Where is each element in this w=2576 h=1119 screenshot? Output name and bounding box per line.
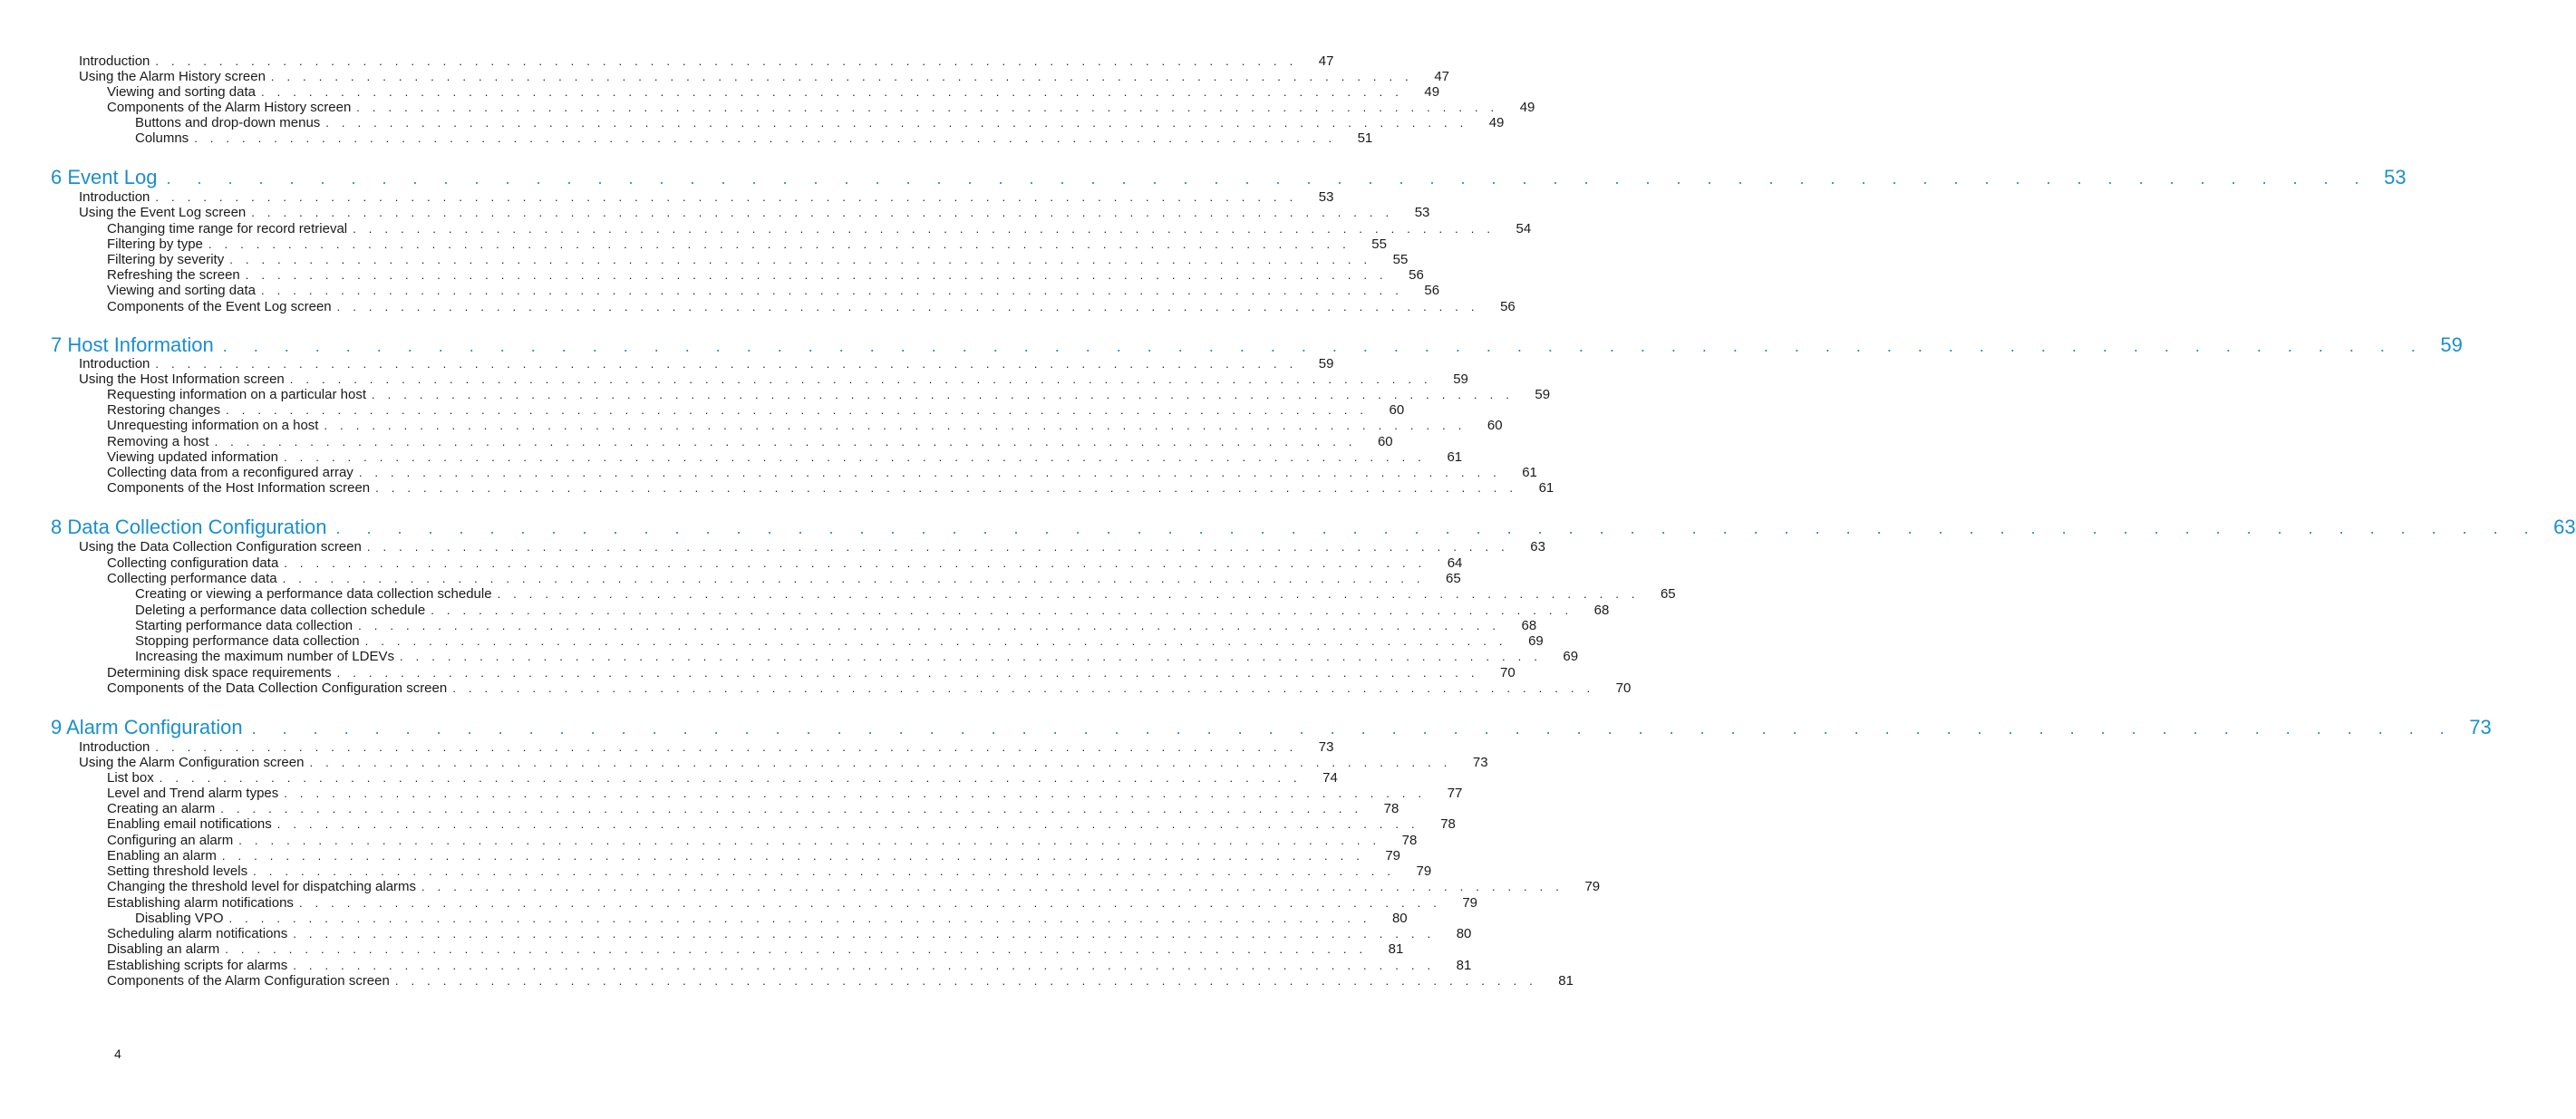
toc-entry-page: 81	[1456, 958, 1472, 973]
toc-entry[interactable]	[107, 973, 1574, 989]
toc-entry-title: Buttons and drop-down menus	[135, 115, 321, 130]
chapter-page: 59	[2440, 333, 2463, 356]
toc-entry-page: 68	[1593, 603, 1610, 618]
leader-dots: . . . . . . . . . . . . . . . . . . . . . . . . . . . . . . . . . . . . . . . . . . . . . . . . . . . . . . . . . . . . . . . . . . . . . . . .	[358, 619, 1501, 632]
toc-entry-page: 79	[1416, 863, 1432, 879]
toc-entry-page: 69	[1528, 633, 1544, 649]
toc-entry-page: 56	[1500, 299, 1516, 314]
toc-entry[interactable]	[107, 100, 1535, 116]
toc-entry-page: 79	[1584, 879, 1601, 894]
chapter-heading[interactable]	[51, 515, 2576, 540]
leader-dots: . . . . . . . . . . . . . . . . . . . . . . . . . . . . . . . . . . . . . . . . . . . . . . . . . . . . . . . . . . . . . . . . . . . . . . . .	[194, 131, 1337, 145]
leader-dots: . . . . . . . . . . . . . . . . . . . . . . . . . . . . . . . . . . . . . . . . . . . . . . . . . . . . . . . . . . . . . . . . . . . . . . . .	[253, 864, 1396, 878]
leader-dots: . . . . . . . . . . . . . . . . . . . . . . . . . . . . . . . . . . . . . . . . . . . . . . . . . . . . . . . . . . . . . . . . . . . . . . . .	[431, 603, 1574, 617]
toc-entry-title: Enabling email notifications	[107, 816, 272, 832]
toc-entry-page: 60	[1377, 434, 1393, 449]
toc-entry[interactable]	[107, 816, 1456, 833]
toc-entry[interactable]	[107, 848, 1401, 864]
toc-entry-title: Starting performance data collection	[135, 618, 353, 633]
toc-entry-title: Deleting a performance data collection schedule	[135, 603, 426, 618]
toc-entry[interactable]	[79, 755, 1488, 771]
leader-dots: . . . . . . . . . . . . . . . . . . . . . . . . . . . . . . . . . . . . . . . . . . . . . . . . . . . . . . . . . . . . . . . . . . . . . . . .	[228, 912, 1371, 925]
toc-entry[interactable]	[107, 895, 1478, 912]
leader-dots: . . . . . . . . . . . . . . . . . . . . . . . . . . . . . . . . . . . . . . . . . . . . . . . . . . . . . . . . . . . . . . . . . . . . . . . .	[276, 817, 1419, 831]
toc-entry-title: Components of the Event Log screen	[107, 299, 332, 314]
toc-entry[interactable]	[107, 221, 1532, 237]
toc-entry-title: Requesting information on a particular host	[107, 387, 366, 402]
toc-entry[interactable]	[107, 665, 1516, 681]
toc-entry-title: Components of the Alarm History screen	[107, 100, 352, 115]
toc-entry-title: Setting threshold levels	[107, 863, 248, 879]
chapter-page: 73	[2469, 716, 2492, 738]
chapter-title: 7 Host Information	[51, 333, 214, 356]
toc-entry[interactable]	[79, 69, 1449, 85]
toc-entry-title: Stopping performance data collection	[135, 633, 360, 649]
leader-dots: . . . . . . . . . . . . . . . . . . . . . . . . . . . . . . . . . . . . . . . . . . . . . . . . . . . . . . . . . . . . . . . . . . . . . . . .	[325, 116, 1468, 130]
chapter-heading[interactable]	[51, 715, 2492, 740]
leader-dots: . . . . . . . . . . . . . . . . . . . . . . . . . . . . . . . . . . . . . . . . . . . . . . . . . . . . . . . . . . . . . . . . . . . . . . . .	[293, 927, 1436, 941]
toc-entry-page: 81	[1558, 973, 1574, 989]
chapter-title: 8 Data Collection Configuration	[51, 516, 327, 538]
leader-dots: . . . . . . . . . . . . . . . . . . . . . . . . . . . . . . . . . . . . . . . . . . . . . . . . . . . . . . . . . . . . . . . . . . . . . . . .	[284, 556, 1427, 570]
toc-entry[interactable]	[107, 267, 1424, 284]
toc-entry[interactable]	[135, 115, 1505, 131]
toc-entry-title: Viewing and sorting data	[107, 84, 257, 100]
leader-dots: . . . . . . . . . . . . . . . . . . . . . . . . . . . . . . . . . . . . . . . . . . . . . . . . . . . . . . . . . . . . . . . . . . . . . . . .	[238, 834, 1381, 847]
toc-entry-page: 53	[1318, 189, 1334, 205]
toc-entry-page: 65	[1446, 571, 1461, 586]
toc-entry-page: 60	[1389, 402, 1405, 418]
leader-dots: . . . . . . . . . . . . . . . . . . . . . . . . . . . . . . . . . . . . . . . . . . . . . . . . . . . . . . . . . . . . . . . . . . . . . . . .	[226, 403, 1369, 417]
toc-entry[interactable]	[79, 539, 1545, 555]
toc-entry[interactable]	[135, 649, 1579, 665]
toc-entry-title: Introduction	[79, 189, 150, 205]
leader-dots: . . . . . . . . . . . . . . . . . . . . . . . . . . . . . . . . . . . . . . . . . . . . . . . . . . . . . . . . . . . . . . . . . . . . . . . .	[293, 959, 1436, 972]
toc-entry[interactable]	[79, 205, 1430, 221]
toc-entry-title: Removing a host	[107, 434, 209, 449]
toc-entry[interactable]	[107, 252, 1409, 268]
toc-entry[interactable]	[107, 465, 1537, 481]
toc-entry-page: 59	[1535, 387, 1551, 402]
toc-entry[interactable]	[107, 84, 1440, 101]
toc-entry-title: Components of the Alarm Configuration screen	[107, 973, 390, 989]
toc-entry[interactable]	[79, 189, 1334, 206]
leader-dots: . . . . . . . . . . . . . . . . . . . . . . . . . . . . . . . . . . . . . . . . . . . . . . . . . . . . . . . . . . . . . . . . . . . . . . . .	[251, 719, 2455, 738]
toc-entry[interactable]	[107, 680, 1632, 697]
toc-entry[interactable]	[107, 770, 1338, 786]
leader-dots: . . . . . . . . . . . . . . . . . . . . . . . . . . . . . . . . . . . . . . . . . . . . . . . . . . . . . . . . . . . . . . . . . . . . . . . .	[421, 880, 1564, 893]
toc-entry[interactable]	[135, 618, 1537, 634]
toc-entry-title: Level and Trend alarm types	[107, 786, 279, 801]
toc-entry[interactable]	[107, 283, 1440, 299]
chapter-heading[interactable]	[51, 165, 2407, 190]
toc-entry-page: 59	[1318, 356, 1334, 371]
leader-dots: . . . . . . . . . . . . . . . . . . . . . . . . . . . . . . . . . . . . . . . . . . . . . . . . . . . . . . . . . . . . . . . . . . . . . . . .	[214, 435, 1357, 449]
toc-entry-page: 68	[1521, 618, 1537, 633]
toc-entry[interactable]	[107, 786, 1463, 802]
toc-entry[interactable]	[107, 879, 1601, 895]
leader-dots: . . . . . . . . . . . . . . . . . . . . . . . . . . . . . . . . . . . . . . . . . . . . . . . . . . . . . . . . . . . . . . . . . . . . . . . .	[155, 190, 1298, 204]
leader-dots: . . . . . . . . . . . . . . . . . . . . . . . . . . . . . . . . . . . . . . . . . . . . . . . . . . . . . . . . . . . . . . . . . . . . . . . .	[394, 974, 1537, 988]
toc-entry[interactable]	[107, 299, 1516, 315]
toc-entry[interactable]	[107, 434, 1393, 450]
leader-dots: . . . . . . . . . . . . . . . . . . . . . . . . . . . . . . . . . . . . . . . . . . . . . . . . . . . . . . . . . . . . . . . . . . . . . . . .	[225, 942, 1368, 956]
toc-entry-page: 55	[1392, 252, 1409, 267]
toc-entry[interactable]	[107, 555, 1463, 572]
toc-entry-page: 47	[1434, 69, 1449, 84]
leader-dots: . . . . . . . . . . . . . . . . . . . . . . . . . . . . . . . . . . . . . . . . . . . . . . . . . . . . . . . . . . . . . . . . . . . . . . . .	[353, 222, 1496, 236]
toc-entry-page: 70	[1615, 680, 1632, 696]
leader-dots: . . . . . . . . . . . . . . . . . . . . . . . . . . . . . . . . . . . . . . . . . . . . . . . . . . . . . . . . . . . . . . . . . . . . . . . .	[229, 253, 1372, 266]
toc-entry[interactable]	[107, 402, 1405, 419]
toc-entry[interactable]	[107, 833, 1418, 849]
toc-entry[interactable]	[107, 958, 1472, 974]
toc-entry-page: 69	[1563, 649, 1579, 664]
toc-entry-page: 59	[1453, 371, 1468, 387]
toc-entry[interactable]	[135, 911, 1408, 927]
leader-dots: . . . . . . . . . . . . . . . . . . . . . . . . . . . . . . . . . . . . . . . . . . . . . . . . . . . . . . . . . . . . . . . . . . . . . . . .	[335, 519, 2540, 537]
leader-dots: . . . . . . . . . . . . . . . . . . . . . . . . . . . . . . . . . . . . . . . . . . . . . . . . . . . . . . . . . . . . . . . . . . . . . . . .	[270, 70, 1413, 83]
toc-entry-page: 49	[1488, 115, 1505, 130]
leader-dots: . . . . . . . . . . . . . . . . . . . . . . . . . . . . . . . . . . . . . . . . . . . . . . . . . . . . . . . . . . . . . . . . . . . . . . . .	[372, 388, 1515, 401]
toc-entry-title: Using the Alarm Configuration screen	[79, 755, 305, 770]
toc-entry[interactable]	[107, 387, 1551, 403]
leader-dots: . . . . . . . . . . . . . . . . . . . . . . . . . . . . . . . . . . . . . . . . . . . . . . . . . . . . . . . . . . . . . . . . . . . . . . . .	[366, 540, 1509, 554]
leader-dots: . . . . . . . . . . . . . . . . . . . . . . . . . . . . . . . . . . . . . . . . . . . . . . . . . . . . . . . . . . . . . . . . . . . . . . . .	[282, 572, 1425, 585]
toc-entry[interactable]	[107, 801, 1399, 817]
chapter-page: 53	[2384, 166, 2407, 188]
leader-dots: . . . . . . . . . . . . . . . . . . . . . . . . . . . . . . . . . . . . . . . . . . . . . . . . . . . . . . . . . . . . . . . . . . . . . . . .	[298, 896, 1442, 910]
leader-dots: . . . . . . . . . . . . . . . . . . . . . . . . . . . . . . . . . . . . . . . . . . . . . . . . . . . . . . . . . . . . . . . . . . . . . . . .	[221, 849, 1365, 863]
toc-entry-page: 80	[1391, 911, 1408, 926]
toc-entry[interactable]	[107, 449, 1463, 466]
leader-dots: . . . . . . . . . . . . . . . . . . . . . . . . . . . . . . . . . . . . . . . . . . . . . . . . . . . . . . . . . . . . . . . . . . . . . . . .	[452, 681, 1595, 695]
toc-entry-title: Components of the Host Information screen	[107, 480, 371, 496]
leader-dots: . . . . . . . . . . . . . . . . . . . . . . . . . . . . . . . . . . . . . . . . . . . . . . . . . . . . . . . . . . . . . . . . . . . . . . . .	[284, 786, 1427, 800]
toc-entry-page: 51	[1357, 130, 1373, 146]
toc-entry-page: 49	[1424, 84, 1440, 100]
leader-dots: . . . . . . . . . . . . . . . . . . . . . . . . . . . . . . . . . . . . . . . . . . . . . . . . . . . . . . . . . . . . . . . . . . . . . . . .	[245, 268, 1388, 282]
toc-entry-title: Using the Alarm History screen	[79, 69, 266, 84]
toc-entry-page: 55	[1371, 236, 1387, 252]
leader-dots: . . . . . . . . . . . . . . . . . . . . . . . . . . . . . . . . . . . . . . . . . . . . . . . . . . . . . . . . . . . . . . . . . . . . . . . .	[497, 587, 1640, 601]
leader-dots: . . . . . . . . . . . . . . . . . . . . . . . . . . . . . . . . . . . . . . . . . . . . . . . . . . . . . . . . . . . . . . . . . . . . . . . .	[220, 802, 1363, 815]
toc-entry-page: 65	[1660, 586, 1676, 602]
leader-dots: . . . . . . . . . . . . . . . . . . . . . . . . . . . . . . . . . . . . . . . . . . . . . . . . . . . . . . . . . . . . . . . . . . . . . . . .	[309, 756, 1452, 769]
leader-dots: . . . . . . . . . . . . . . . . . . . . . . . . . . . . . . . . . . . . . . . . . . . . . . . . . . . . . . . . . . . . . . . . . . . . . . . .	[356, 101, 1499, 114]
toc-entry-page: 79	[1462, 895, 1478, 911]
toc-entry-title: Establishing alarm notifications	[107, 895, 294, 911]
toc-entry-title: Using the Host Information screen	[79, 371, 285, 387]
toc-entry-page: 73	[1318, 739, 1334, 755]
toc-entry-page: 54	[1516, 221, 1532, 236]
toc-entry-page: 70	[1500, 665, 1516, 680]
toc-entry-page: 47	[1318, 53, 1334, 69]
toc-entry[interactable]	[135, 633, 1544, 650]
toc-entry-page: 78	[1440, 816, 1456, 832]
toc-entry[interactable]	[135, 603, 1610, 619]
toc-entry[interactable]	[79, 739, 1334, 756]
leader-dots: . . . . . . . . . . . . . . . . . . . . . . . . . . . . . . . . . . . . . . . . . . . . . . . . . . . . . . . . . . . . . . . . . . . . . . . .	[261, 85, 1404, 99]
toc-entry-title: Creating an alarm	[107, 801, 216, 816]
leader-dots: . . . . . . . . . . . . . . . . . . . . . . . . . . . . . . . . . . . . . . . . . . . . . . . . . . . . . . . . . . . . . . . . . . . . . . . .	[336, 666, 1479, 680]
toc-entry-page: 63	[1530, 539, 1545, 555]
toc-entry-title: Establishing scripts for alarms	[107, 958, 288, 973]
toc-entry[interactable]	[135, 586, 1676, 603]
toc-entry-page: 61	[1522, 465, 1537, 480]
toc-entry-title: Enabling an alarm	[107, 848, 217, 863]
toc-entry-title: Introduction	[79, 739, 150, 755]
leader-dots: . . . . . . . . . . . . . . . . . . . . . . . . . . . . . . . . . . . . . . . . . . . . . . . . . . . . . . . . . . . . . . . . . . . . . . . .	[289, 372, 1432, 386]
leader-dots: . . . . . . . . . . . . . . . . . . . . . . . . . . . . . . . . . . . . . . . . . . . . . . . . . . . . . . . . . . . . . . . . . . . . . . . .	[159, 771, 1302, 785]
chapter-title: 6 Event Log	[51, 166, 158, 188]
toc-entry-page: 79	[1385, 848, 1401, 863]
toc-entry[interactable]	[79, 356, 1334, 372]
toc-entry-title: Creating or viewing a performance data collection schedule	[135, 586, 492, 602]
toc-entry-title: Collecting performance data	[107, 571, 277, 586]
toc-entry-title: Refreshing the screen	[107, 267, 240, 283]
toc-entry-page: 81	[1388, 941, 1404, 957]
toc-entry[interactable]	[107, 236, 1387, 253]
leader-dots: . . . . . . . . . . . . . . . . . . . . . . . . . . . . . . . . . . . . . . . . . . . . . . . . . . . . . . . . . . . . . . . . . . . . . . . .	[399, 650, 1543, 663]
chapter-page: 63	[2553, 516, 2576, 538]
toc-entry-page: 80	[1456, 926, 1472, 941]
leader-dots: . . . . . . . . . . . . . . . . . . . . . . . . . . . . . . . . . . . . . . . . . . . . . . . . . . . . . . . . . . . . . . . . . . . . . . . .	[358, 466, 1501, 479]
toc-entry-page: 78	[1401, 833, 1418, 848]
toc-entry-title: Introduction	[79, 356, 150, 371]
toc-entry-page: 60	[1487, 418, 1503, 433]
toc-entry[interactable]	[107, 941, 1404, 958]
leader-dots: . . . . . . . . . . . . . . . . . . . . . . . . . . . . . . . . . . . . . . . . . . . . . . . . . . . . . . . . . . . . . . . . . . . . . . . .	[261, 284, 1404, 297]
toc-entry[interactable]	[79, 53, 1334, 70]
toc-entry-page: 61	[1538, 480, 1554, 496]
toc-entry-page: 56	[1424, 283, 1440, 298]
toc-entry-title: Introduction	[79, 53, 150, 69]
toc-entry-title: Configuring an alarm	[107, 833, 234, 848]
toc-entry[interactable]	[107, 863, 1432, 880]
toc-entry-title: Viewing updated information	[107, 449, 279, 465]
toc-entry-title: Collecting data from a reconfigured array	[107, 465, 353, 480]
leader-dots: . . . . . . . . . . . . . . . . . . . . . . . . . . . . . . . . . . . . . . . . . . . . . . . . . . . . . . . . . . . . . . . . . . . . . . . .	[155, 357, 1298, 371]
toc-entry-page: 64	[1447, 555, 1463, 571]
toc-entry[interactable]	[107, 480, 1554, 497]
leader-dots: . . . . . . . . . . . . . . . . . . . . . . . . . . . . . . . . . . . . . . . . . . . . . . . . . . . . . . . . . . . . . . . . . . . . . . . .	[222, 337, 2426, 355]
chapter-title: 9 Alarm Configuration	[51, 716, 243, 738]
toc-entry-title: Using the Event Log screen	[79, 205, 247, 220]
leader-dots: . . . . . . . . . . . . . . . . . . . . . . . . . . . . . . . . . . . . . . . . . . . . . . . . . . . . . . . . . . . . . . . . . . . . . . . .	[364, 634, 1507, 648]
toc-entry[interactable]	[107, 418, 1503, 434]
toc-entry-page: 61	[1447, 449, 1463, 465]
toc-entry-title: Changing time range for record retrieval	[107, 221, 348, 236]
toc-entry-title: Scheduling alarm notifications	[107, 926, 288, 941]
toc-entry-page: 73	[1472, 755, 1488, 770]
toc-entry-title: Changing the threshold level for dispatching alarms	[107, 879, 417, 894]
leader-dots: . . . . . . . . . . . . . . . . . . . . . . . . . . . . . . . . . . . . . . . . . . . . . . . . . . . . . . . . . . . . . . . . . . . . . . . .	[155, 740, 1298, 754]
toc-entry-page: 49	[1519, 100, 1535, 115]
toc-entry-title: Components of the Data Collection Configuration screen	[107, 680, 448, 696]
leader-dots: . . . . . . . . . . . . . . . . . . . . . . . . . . . . . . . . . . . . . . . . . . . . . . . . . . . . . . . . . . . . . . . . . . . . . . . .	[155, 54, 1298, 68]
chapter-heading[interactable]	[51, 333, 2463, 358]
toc-entry-title: Disabling VPO	[135, 911, 224, 926]
toc-entry-page: 53	[1414, 205, 1430, 220]
page-number: 4	[114, 1047, 121, 1061]
toc-entry-title: Using the Data Collection Configuration screen	[79, 539, 362, 555]
toc-entry[interactable]	[107, 926, 1472, 942]
toc-entry[interactable]	[107, 571, 1461, 587]
leader-dots: . . . . . . . . . . . . . . . . . . . . . . . . . . . . . . . . . . . . . . . . . . . . . . . . . . . . . . . . . . . . . . . . . . . . . . . .	[324, 419, 1467, 432]
toc-entry-page: 74	[1322, 770, 1338, 786]
toc-entry-title: Filtering by severity	[107, 252, 225, 267]
toc-entry-title: Filtering by type	[107, 236, 203, 252]
toc-entry-title: Columns	[135, 130, 189, 146]
leader-dots: . . . . . . . . . . . . . . . . . . . . . . . . . . . . . . . . . . . . . . . . . . . . . . . . . . . . . . . . . . . . . . . . . . . . . . . .	[208, 237, 1351, 251]
toc-entry[interactable]	[135, 130, 1373, 147]
leader-dots: . . . . . . . . . . . . . . . . . . . . . . . . . . . . . . . . . . . . . . . . . . . . . . . . . . . . . . . . . . . . . . . . . . . . . . . .	[375, 481, 1518, 495]
leader-dots: . . . . . . . . . . . . . . . . . . . . . . . . . . . . . . . . . . . . . . . . . . . . . . . . . . . . . . . . . . . . . . . . . . . . . . . .	[284, 450, 1427, 464]
toc-entry-title: Determining disk space requirements	[107, 665, 332, 680]
toc-entry-title: Increasing the maximum number of LDEVs	[135, 649, 394, 664]
toc-entry-title: Collecting configuration data	[107, 555, 279, 571]
toc-entry-page: 77	[1447, 786, 1463, 801]
toc-entry[interactable]	[79, 371, 1468, 388]
toc-entry-title: Unrequesting information on a host	[107, 418, 319, 433]
toc-entry-title: List box	[107, 770, 154, 786]
toc-entry-page: 78	[1383, 801, 1399, 816]
leader-dots: . . . . . . . . . . . . . . . . . . . . . . . . . . . . . . . . . . . . . . . . . . . . . . . . . . . . . . . . . . . . . . . . . . . . . . . .	[251, 206, 1394, 219]
leader-dots: . . . . . . . . . . . . . . . . . . . . . . . . . . . . . . . . . . . . . . . . . . . . . . . . . . . . . . . . . . . . . . . . . . . . . . . .	[336, 300, 1479, 314]
toc-entry-page: 56	[1409, 267, 1424, 283]
toc-entry-title: Disabling an alarm	[107, 941, 220, 957]
leader-dots: . . . . . . . . . . . . . . . . . . . . . . . . . . . . . . . . . . . . . . . . . . . . . . . . . . . . . . . . . . . . . . . . . . . . . . . .	[166, 169, 2370, 188]
toc-entry-title: Viewing and sorting data	[107, 283, 257, 298]
toc-entry-title: Restoring changes	[107, 402, 221, 418]
